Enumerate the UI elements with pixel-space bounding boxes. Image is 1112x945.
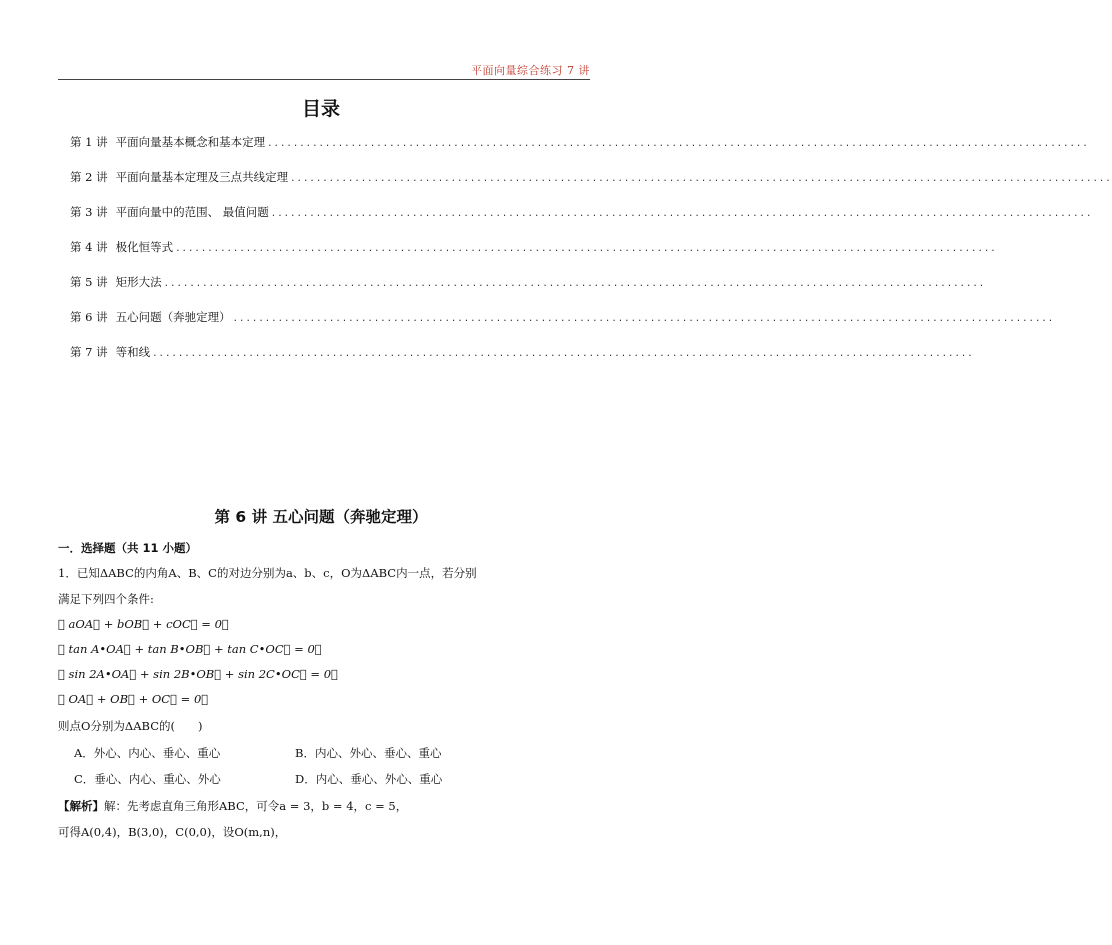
toc-item-title: 极化恒等式 — [115, 240, 174, 254]
toc-title: 目录 — [301, 98, 340, 120]
toc-item-label: 第 7 讲 — [70, 345, 108, 359]
page-header-text: 平面向量综合练习 7 讲 — [471, 64, 590, 77]
toc-item-label: 第 5 讲 — [70, 275, 108, 289]
analysis-line-2: 可得A(0,4)，B(3,0)，C(0,0)，设O(m,n)， — [58, 825, 287, 839]
toc-item-title: 平面向量基本概念和基本定理 — [115, 135, 266, 149]
table-of-contents — [70, 134, 1112, 379]
toc-item[interactable] — [70, 274, 986, 309]
toc-item[interactable] — [70, 239, 997, 274]
lecture-title: 第 6 讲 五心问题（奔驰定理） — [214, 508, 428, 526]
question-line-2: 满足下列四个条件: — [58, 592, 154, 606]
toc-item[interactable] — [70, 309, 1055, 344]
analysis-text: 解：先考虑直角三角形ABC，可令a = 3，b = 4，c = 5， — [104, 799, 408, 813]
toc-item[interactable] — [70, 204, 1093, 239]
toc-leader-dots: ................................................................................................................................ — [267, 139, 1089, 149]
option-a[interactable]: A．外心、内心、垂心、重心 — [74, 746, 221, 760]
question-line-1: 1．已知ΔABC的内角A、B、C的对边分别为a、b、c，O为ΔABC内一点，若分别 — [58, 566, 477, 580]
option-c[interactable]: C．垂心、内心、重心、外心 — [74, 772, 221, 786]
option-d[interactable]: D．内心、垂心、外心、重心 — [295, 772, 443, 786]
analysis-label: 【解析】 — [58, 799, 104, 813]
toc-leader-dots: ................................................................................................................................ — [290, 174, 1112, 184]
option-b[interactable]: B．内心、外心、垂心、重心 — [295, 746, 442, 760]
toc-item[interactable] — [70, 134, 1089, 169]
toc-leader-dots: ................................................................................................................................ — [175, 244, 997, 254]
toc-leader-dots: ................................................................................................................................ — [152, 349, 974, 359]
header-rule — [58, 79, 590, 80]
toc-item-label: 第 1 讲 — [70, 135, 108, 149]
toc-item-title: 矩形大法 — [115, 275, 162, 289]
toc-item-label: 第 6 讲 — [70, 310, 108, 324]
toc-item-label: 第 2 讲 — [70, 170, 108, 184]
toc-item-label: 第 3 讲 — [70, 205, 108, 219]
toc-leader-dots: ................................................................................................................................ — [232, 314, 1055, 324]
analysis-line-1 — [58, 798, 407, 814]
toc-item-label: 第 4 讲 — [70, 240, 108, 254]
toc-item-title: 等和线 — [115, 345, 151, 359]
toc-leader-dots: ................................................................................................................................ — [163, 279, 986, 289]
condition-3: ③ sin 2A•OA⃗ + sin 2B•OB⃗ + sin 2C•OC⃗ = 0⃗ — [58, 667, 338, 681]
condition-1: ① aOA⃗ + bOB⃗ + cOC⃗ = 0⃗ — [58, 617, 229, 631]
condition-4: ④ OA⃗ + OB⃗ + OC⃗ = 0⃗ — [58, 692, 209, 706]
toc-item-title: 五心问题（奔驰定理） — [115, 310, 231, 324]
question-prompt: 则点O分别为ΔABC的( ) — [58, 719, 203, 733]
section-heading: 一．选择题（共 11 小题） — [58, 541, 198, 555]
toc-item[interactable] — [70, 344, 974, 379]
toc-leader-dots: ................................................................................................................................ — [270, 209, 1093, 219]
condition-2: ② tan A•OA⃗ + tan B•OB⃗ + tan C•OC⃗ = 0⃗ — [58, 642, 322, 656]
toc-item-title: 平面向量基本定理及三点共线定理 — [115, 170, 289, 184]
toc-item[interactable] — [70, 169, 1112, 204]
toc-item-title: 平面向量中的范围、 最值问题 — [115, 205, 269, 219]
